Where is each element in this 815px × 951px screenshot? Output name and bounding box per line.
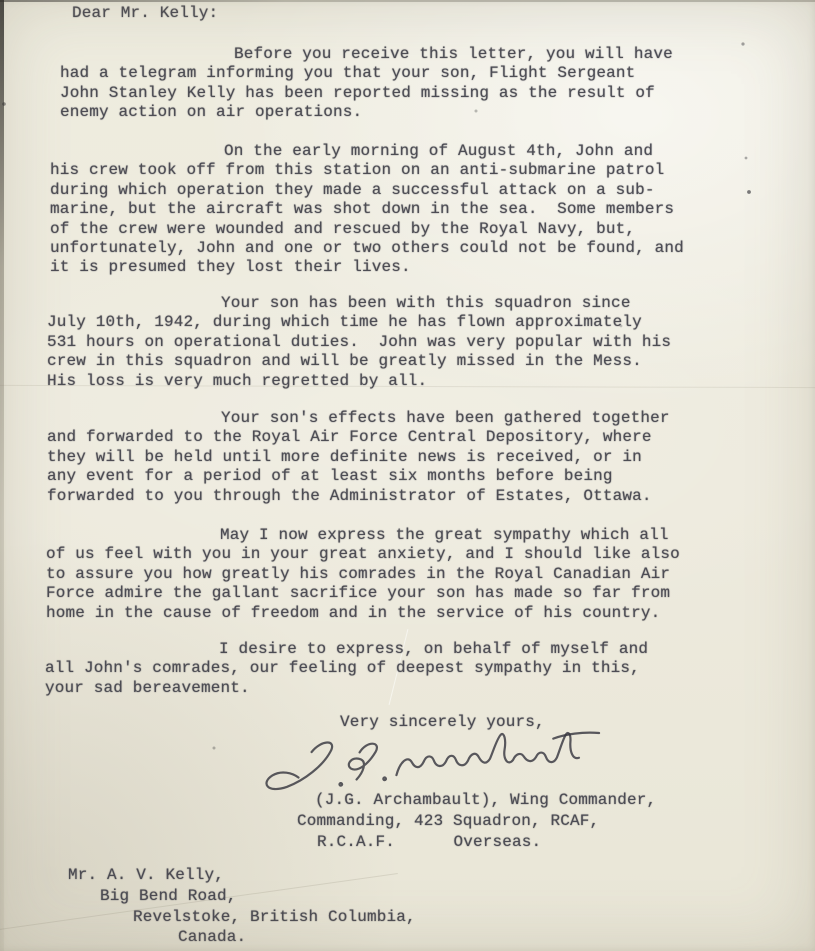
letter-paragraph-1 [60, 45, 673, 123]
typed-line: His loss is very much regretted by all. [47, 371, 428, 390]
signature-block-line-2: Commanding, 423 Squadron, RCAF, [297, 812, 600, 830]
typed-line: May I now express the great sympathy which all [220, 526, 669, 544]
typed-line: enemy action on air operations. [60, 103, 363, 122]
typed-line: any event for a period of at least six months before being [47, 467, 613, 486]
typed-line: they will be held until more definite news is received, or in [47, 447, 642, 466]
recipient-address-line-2: Big Bend Road, [100, 887, 237, 905]
typed-line: during which operation they made a successful attack on a sub- [50, 180, 655, 199]
typed-line: home in the cause of freedom and in the service of his country. [46, 603, 661, 622]
typed-line: July 10th, 1942, during which time he has flown approximately [47, 313, 642, 332]
typed-line: I desire to express, on behalf of myself and [219, 640, 649, 658]
typed-line: and forwarded to the Royal Air Force Central Depository, where [47, 428, 652, 447]
typed-line: forwarded to you through the Administrator of Estates, Ottawa. [47, 486, 652, 505]
valediction: Very sincerely yours, [340, 713, 545, 731]
typed-line: of us feel with you in your great anxiety, and I should like also [46, 545, 680, 564]
typed-line: Your son's effects have been gathered together [221, 409, 670, 427]
paper-specks [0, 0, 2, 2]
typed-line: had a telegram informing you that your son, Flight Sergeant [60, 64, 636, 83]
scan-edge-left [0, 0, 4, 951]
typed-line: his crew took off from this station on an anti-submarine patrol [50, 161, 665, 180]
letter-paragraph-6 [45, 640, 648, 698]
typed-line: marine, but the aircraft was shot down in the sea. Some members [50, 200, 675, 219]
recipient-address-line-3: Revelstoke, British Columbia, [133, 908, 416, 926]
signature-block-line-3: R.C.A.F. Overseas. [317, 833, 542, 851]
typed-line: unfortunately, John and one or two others could not be found, and [50, 239, 684, 258]
typed-line: Before you receive this letter, you will have [234, 45, 673, 63]
typed-line: On the early morning of August 4th, John and [224, 142, 654, 160]
typed-line: your sad bereavement. [45, 678, 250, 697]
typed-line: to assure you how greatly his comrades in the Royal Canadian Air [46, 564, 671, 583]
scan-edge-top [0, 0, 815, 2]
letter-paragraph-5 [46, 526, 680, 623]
typed-line: it is presumed they lost their lives. [50, 258, 411, 277]
typed-line: all John's comrades, our feeling of deepest sympathy in this, [45, 659, 640, 678]
recipient-address-line-4: Canada. [178, 928, 247, 946]
typed-line: crew in this squadron and will be greatly missed in the Mess. [47, 352, 642, 371]
typed-line: 531 hours on operational duties. John was very popular with his [47, 332, 672, 351]
letter-paragraph-2 [50, 142, 684, 278]
typed-line: Force admire the gallant sacrifice your son has made so far from [46, 584, 671, 603]
letter-paragraph-3 [47, 294, 671, 391]
recipient-address-line-1: Mr. A. V. Kelly, [68, 866, 225, 884]
letter-paragraph-4 [47, 409, 670, 506]
typed-line: John Stanley Kelly has been reported missing as the result of [60, 83, 655, 102]
typed-line: Your son has been with this squadron since [221, 294, 631, 312]
signature-block-line-1: (J.G. Archambault), Wing Commander, [315, 791, 657, 809]
typed-line: of the crew were wounded and rescued by the Royal Navy, but, [50, 219, 636, 238]
salutation: Dear Mr. Kelly: [72, 4, 219, 22]
